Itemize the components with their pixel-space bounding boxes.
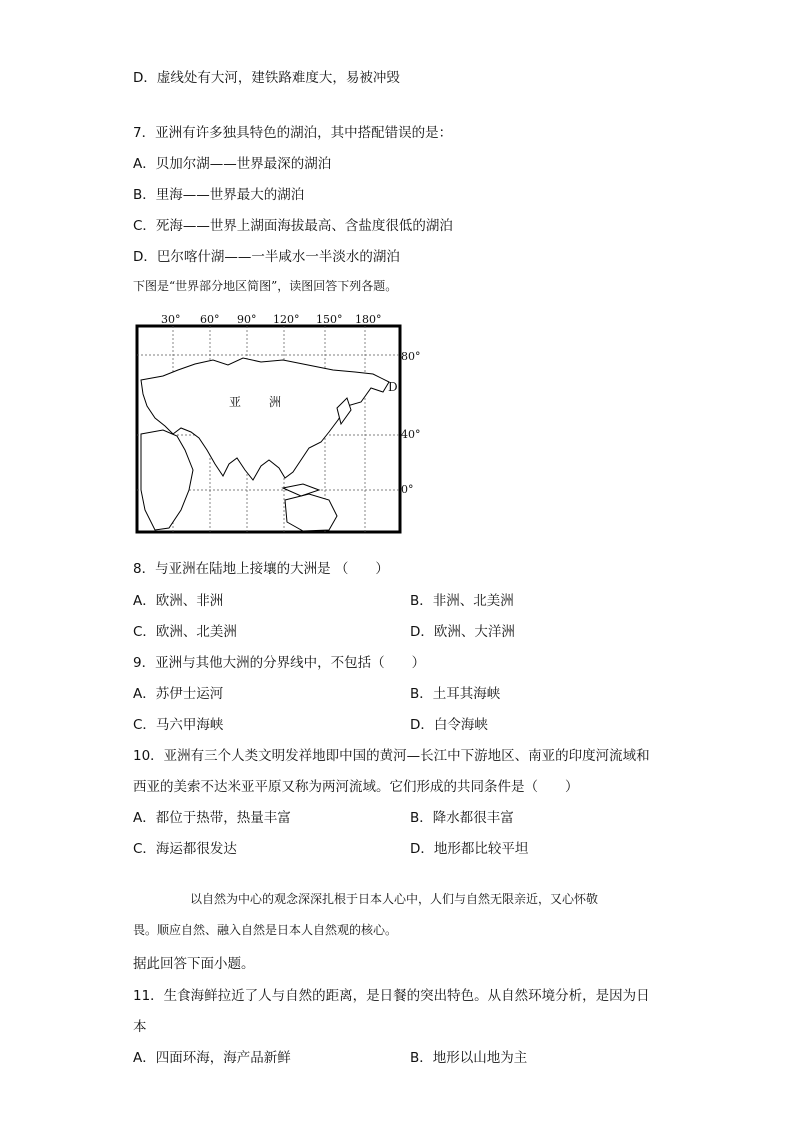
lon-label-60: 60° — [200, 313, 220, 326]
q8-stem: 8．与亚洲在陆地上接壤的大洲是 （ ） — [133, 561, 389, 577]
q11-option-b: B．地形以山地为主 — [410, 1050, 528, 1066]
continent-label-ya: 亚 — [229, 395, 242, 409]
lat-label-80: 80° — [401, 350, 421, 363]
q11-stem-line2: 本 — [133, 1019, 147, 1035]
lon-label-30: 30° — [161, 313, 181, 326]
q8-option-a: A．欧洲、非洲 — [133, 593, 224, 609]
lon-label-150: 150° — [316, 313, 343, 326]
map-intro: 下图是“世界部分地区简图”，读图回答下列各题。 — [133, 279, 398, 293]
q11-stem-line1: 11．生食海鲜拉近了人与自然的距离，是日餐的突出特色。从自然环境分析，是因为日 — [133, 988, 650, 1004]
q8-option-c: C．欧洲、北美洲 — [133, 624, 237, 640]
lat-label-0: 0° — [401, 483, 414, 496]
q8-option-d: D．欧洲、大洋洲 — [410, 624, 515, 640]
q10-stem-line2: 西亚的美索不达米亚平原又称为两河流域。它们形成的共同条件是（ ） — [133, 779, 579, 795]
q7-option-d: D．巴尔喀什湖——一半咸水一半淡水的湖泊 — [133, 249, 400, 265]
q7-option-a: A．贝加尔湖——世界最深的湖泊 — [133, 156, 332, 172]
world-region-map — [133, 310, 433, 535]
q9-option-c: C．马六甲海峡 — [133, 717, 224, 733]
passage-line2: 畏。顺应自然、融入自然是日本人自然观的核心。 — [133, 923, 398, 937]
q10-option-a: A．都位于热带，热量丰富 — [133, 810, 291, 826]
q7-stem: 7．亚洲有许多独具特色的湖泊，其中搭配错误的是： — [133, 125, 453, 141]
q10-stem-line1: 10．亚洲有三个人类文明发祥地即中国的黄河—长江中下游地区、南亚的印度河流域和 — [133, 748, 650, 764]
q9-stem: 9．亚洲与其他大洲的分界线中，不包括（ ） — [133, 655, 426, 671]
point-label-d: D — [388, 380, 398, 394]
q10-option-d: D．地形都比较平坦 — [410, 841, 529, 857]
q7-option-c: C．死海——世界上湖面海拔最高、含盐度很低的湖泊 — [133, 218, 453, 234]
lon-label-120: 120° — [273, 313, 300, 326]
q8-option-b: B．非洲、北美洲 — [410, 593, 514, 609]
q9-option-a: A．苏伊士运河 — [133, 686, 224, 702]
passage-line1: 以自然为中心的观念深深扎根于日本人心中，人们与自然无限亲近，又心怀敬 — [190, 892, 599, 906]
q9-option-b: B．土耳其海峡 — [410, 686, 501, 702]
q7-option-b: B．里海——世界最大的湖泊 — [133, 187, 305, 203]
passage-line3: 据此回答下面小题。 — [133, 956, 255, 972]
australia-landmass — [285, 494, 337, 531]
q6-option-d: D．虚线处有大河，建铁路难度大，易被冲毁 — [133, 70, 400, 86]
africa-landmass — [141, 430, 193, 530]
lon-label-180: 180° — [355, 313, 382, 326]
q10-option-c: C．海运都很发达 — [133, 841, 237, 857]
lat-label-40: 40° — [401, 428, 421, 441]
q10-option-b: B．降水都很丰富 — [410, 810, 514, 826]
q11-option-a: A．四面环海，海产品新鲜 — [133, 1050, 291, 1066]
continent-label-zhou: 洲 — [269, 395, 282, 409]
lon-label-90: 90° — [237, 313, 257, 326]
indonesia-islands — [283, 484, 319, 496]
q9-option-d: D．白令海峡 — [410, 717, 488, 733]
